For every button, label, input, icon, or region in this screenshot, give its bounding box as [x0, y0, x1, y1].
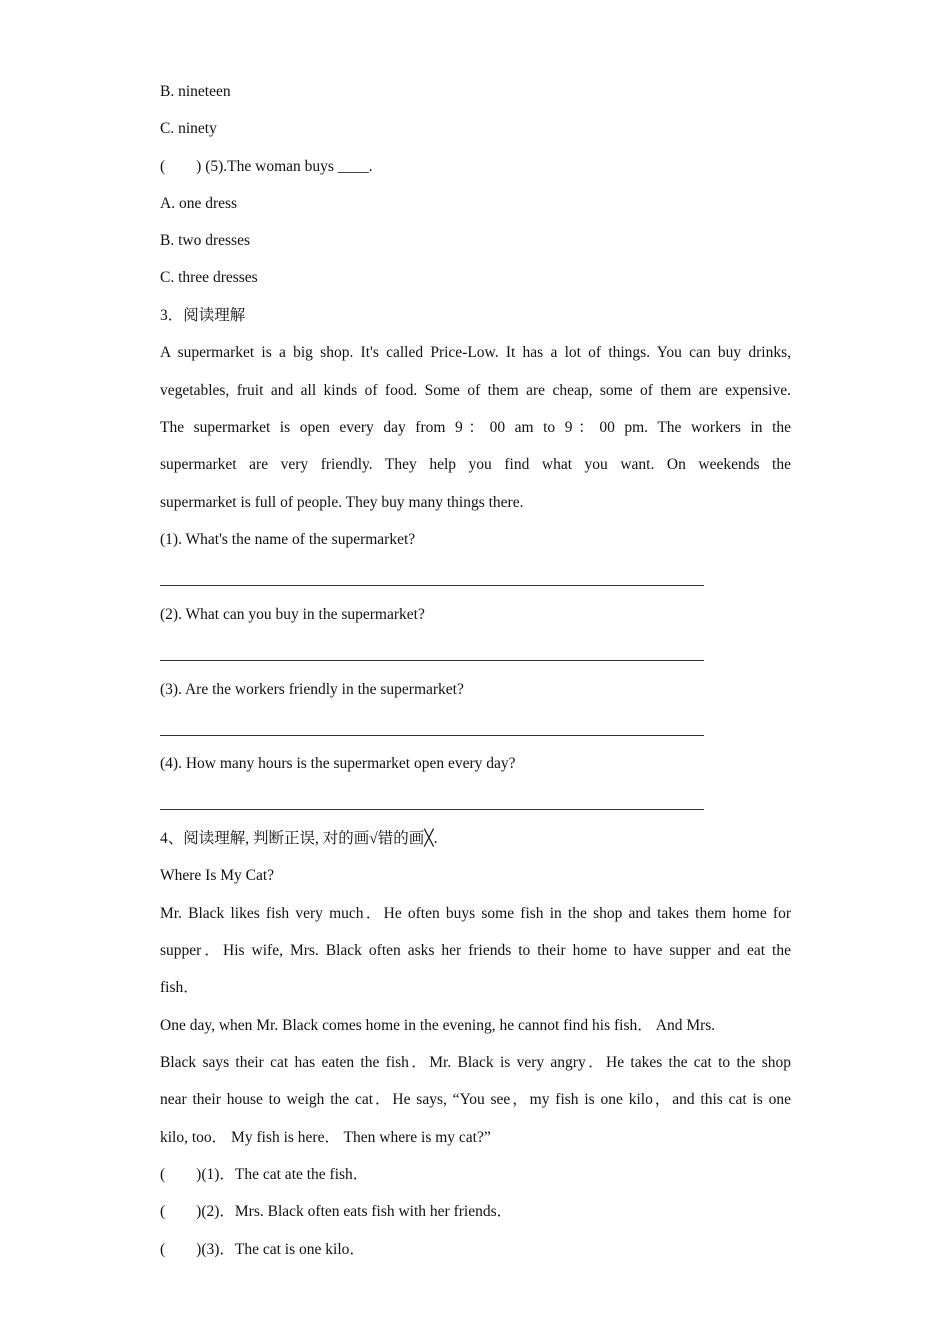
passage-4-line-4: One day, when Mr. Black comes home in the evening, he cannot find his fish． And Mrs.	[160, 1017, 716, 1034]
answer-line-3[interactable]	[160, 735, 704, 736]
passage-3-line-1: A supermarket is a big shop. It's called Price-Low. It has a lot of things. You can buy drinks,	[160, 344, 791, 361]
passage-4-line-3: fish．	[160, 979, 199, 996]
passage-3-line-4: supermarket are very friendly. They help you find what you want. On weekends the	[160, 456, 791, 473]
question-3-3: (3). Are the workers friendly in the supermarket?	[160, 681, 464, 698]
question-3-4: (4). How many hours is the supermarket open every day?	[160, 755, 516, 772]
passage-4-title: Where Is My Cat?	[160, 867, 275, 884]
section-3-heading: 3．阅读理解	[160, 307, 246, 324]
passage-4-line-1: Mr. Black likes fish very much．He often buys some fish in the shop and takes them home for	[160, 905, 791, 922]
passage-4-line-5: Black says their cat has eaten the fish．Mr. Black is very angry．He takes the cat to the shop	[160, 1054, 791, 1071]
passage-4-line-7: kilo, too． My fish is here． Then where is my cat?”	[160, 1129, 491, 1146]
passage-4-line-6: near their house to weigh the cat．He says, “You see，my fish is one kilo，and this cat is one	[160, 1091, 791, 1108]
option-c-ninety: C. ninety	[160, 120, 217, 137]
section-4-heading: 4、阅读理解, 判断正误, 对的画√错的画╳.	[160, 830, 438, 847]
option-b-nineteen: B. nineteen	[160, 83, 231, 100]
statement-2: ( )(2)．Mrs. Black often eats fish with her friends．	[160, 1203, 513, 1220]
statement-1: ( )(1)．The cat ate the fish．	[160, 1166, 369, 1183]
passage-3-line-2: vegetables, fruit and all kinds of food. Some of them are cheap, some of them are expensive.	[160, 382, 791, 399]
answer-line-4[interactable]	[160, 809, 704, 810]
question-3-2: (2). What can you buy in the supermarket?	[160, 606, 425, 623]
question-5-stem: ( ) (5).The woman buys ____.	[160, 158, 373, 175]
answer-line-1[interactable]	[160, 585, 704, 586]
statement-3: ( )(3)．The cat is one kilo．	[160, 1241, 365, 1258]
passage-3-line-5: supermarket is full of people. They buy many things there.	[160, 494, 524, 511]
option-b-two-dresses: B. two dresses	[160, 232, 250, 249]
passage-4-line-2: supper．His wife, Mrs. Black often asks her friends to their home to have supper and eat the	[160, 942, 791, 959]
question-3-1: (1). What's the name of the supermarket?	[160, 531, 416, 548]
passage-3-line-3: The supermarket is open every day from 9：00 am to 9：00 pm. The workers in the	[160, 419, 791, 436]
answer-line-2[interactable]	[160, 660, 704, 661]
option-c-three-dresses: C. three dresses	[160, 269, 258, 286]
option-a-one-dress: A. one dress	[160, 195, 238, 212]
